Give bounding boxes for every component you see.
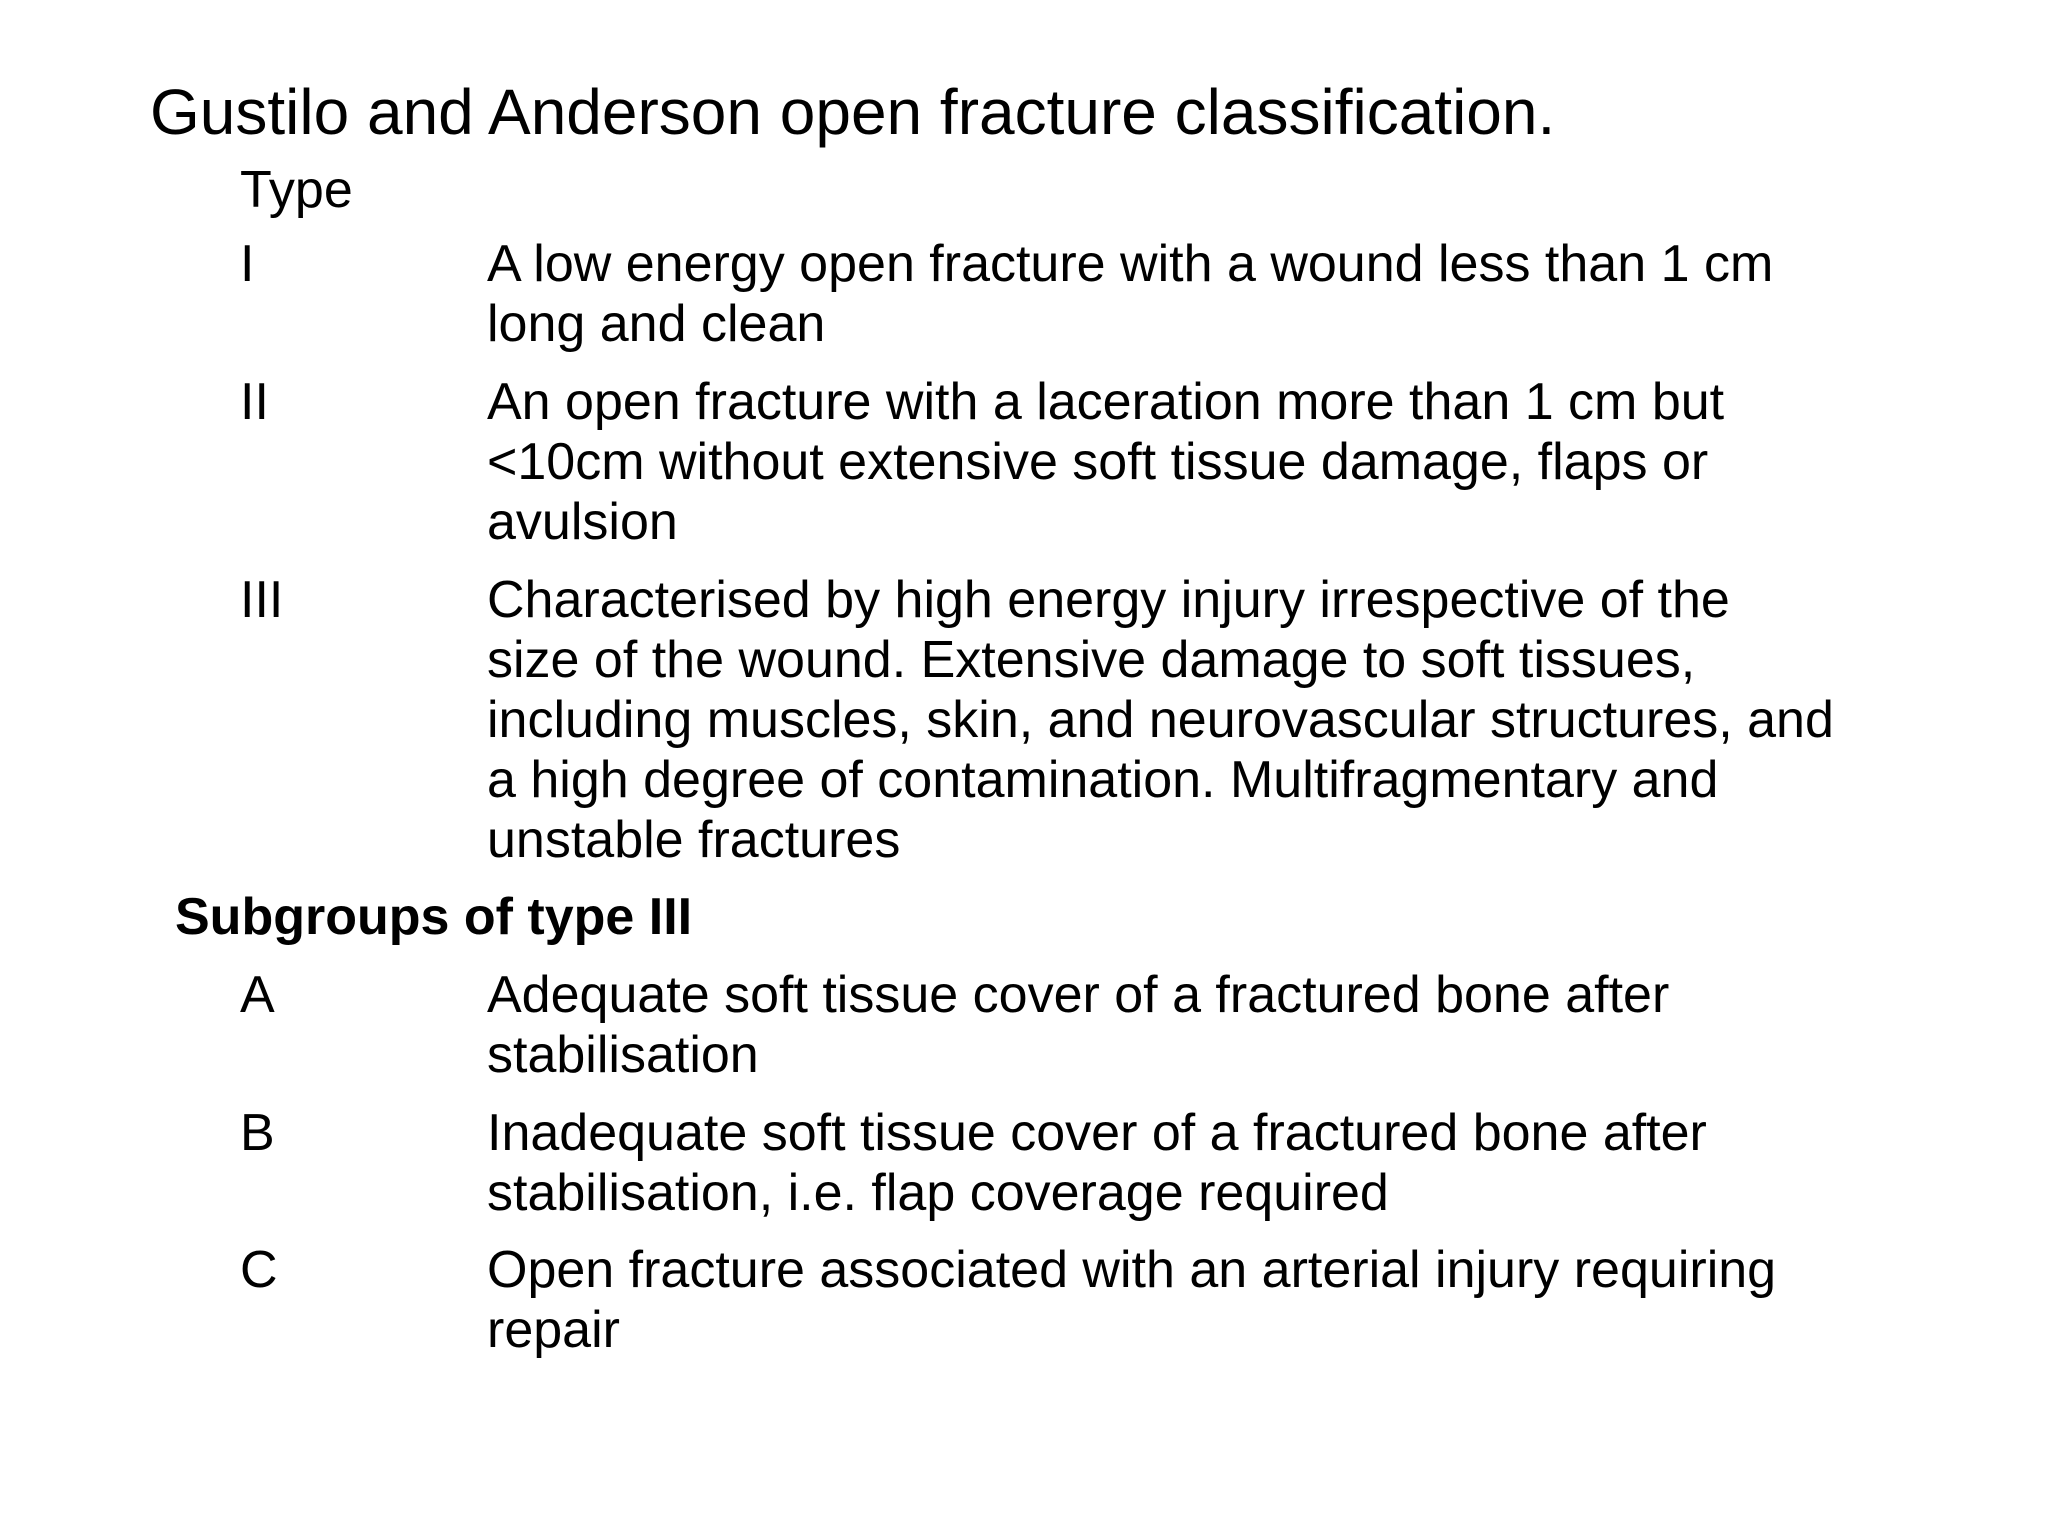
subgroup-description: Adequate soft tissue cover of a fractured bone after stabilisation bbox=[487, 966, 1670, 1084]
type-description: An open fracture with a laceration more than 1 cm but <10cm without extensive soft tissue damage, flaps or avulsion bbox=[487, 373, 1725, 551]
subgroup-code: C bbox=[240, 1241, 278, 1299]
type-code: I bbox=[240, 235, 255, 293]
slide-title: Gustilo and Anderson open fracture classification. bbox=[150, 76, 1556, 148]
subgroup-description: Inadequate soft tissue cover of a fractured bone after stabilisation, i.e. flap coverage required bbox=[487, 1104, 1707, 1222]
subgroup-description: Open fracture associated with an arterial injury requiring repair bbox=[487, 1241, 1777, 1359]
type-description: A low energy open fracture with a wound less than 1 cm long and clean bbox=[487, 235, 1774, 353]
type-description: Characterised by high energy injury irrespective of the size of the wound. Extensive damage to soft tissues, including muscles, skin, and neurovascular structures, and a high degree of contamination. Multifragmentary and unstable fractures bbox=[487, 571, 1834, 869]
subgroups-heading: Subgroups of type III bbox=[175, 888, 693, 946]
subgroup-code: B bbox=[240, 1104, 275, 1162]
type-code: II bbox=[240, 373, 269, 431]
type-code: III bbox=[240, 571, 284, 629]
type-column-header: Type bbox=[240, 161, 353, 219]
subgroup-code: A bbox=[240, 966, 275, 1024]
